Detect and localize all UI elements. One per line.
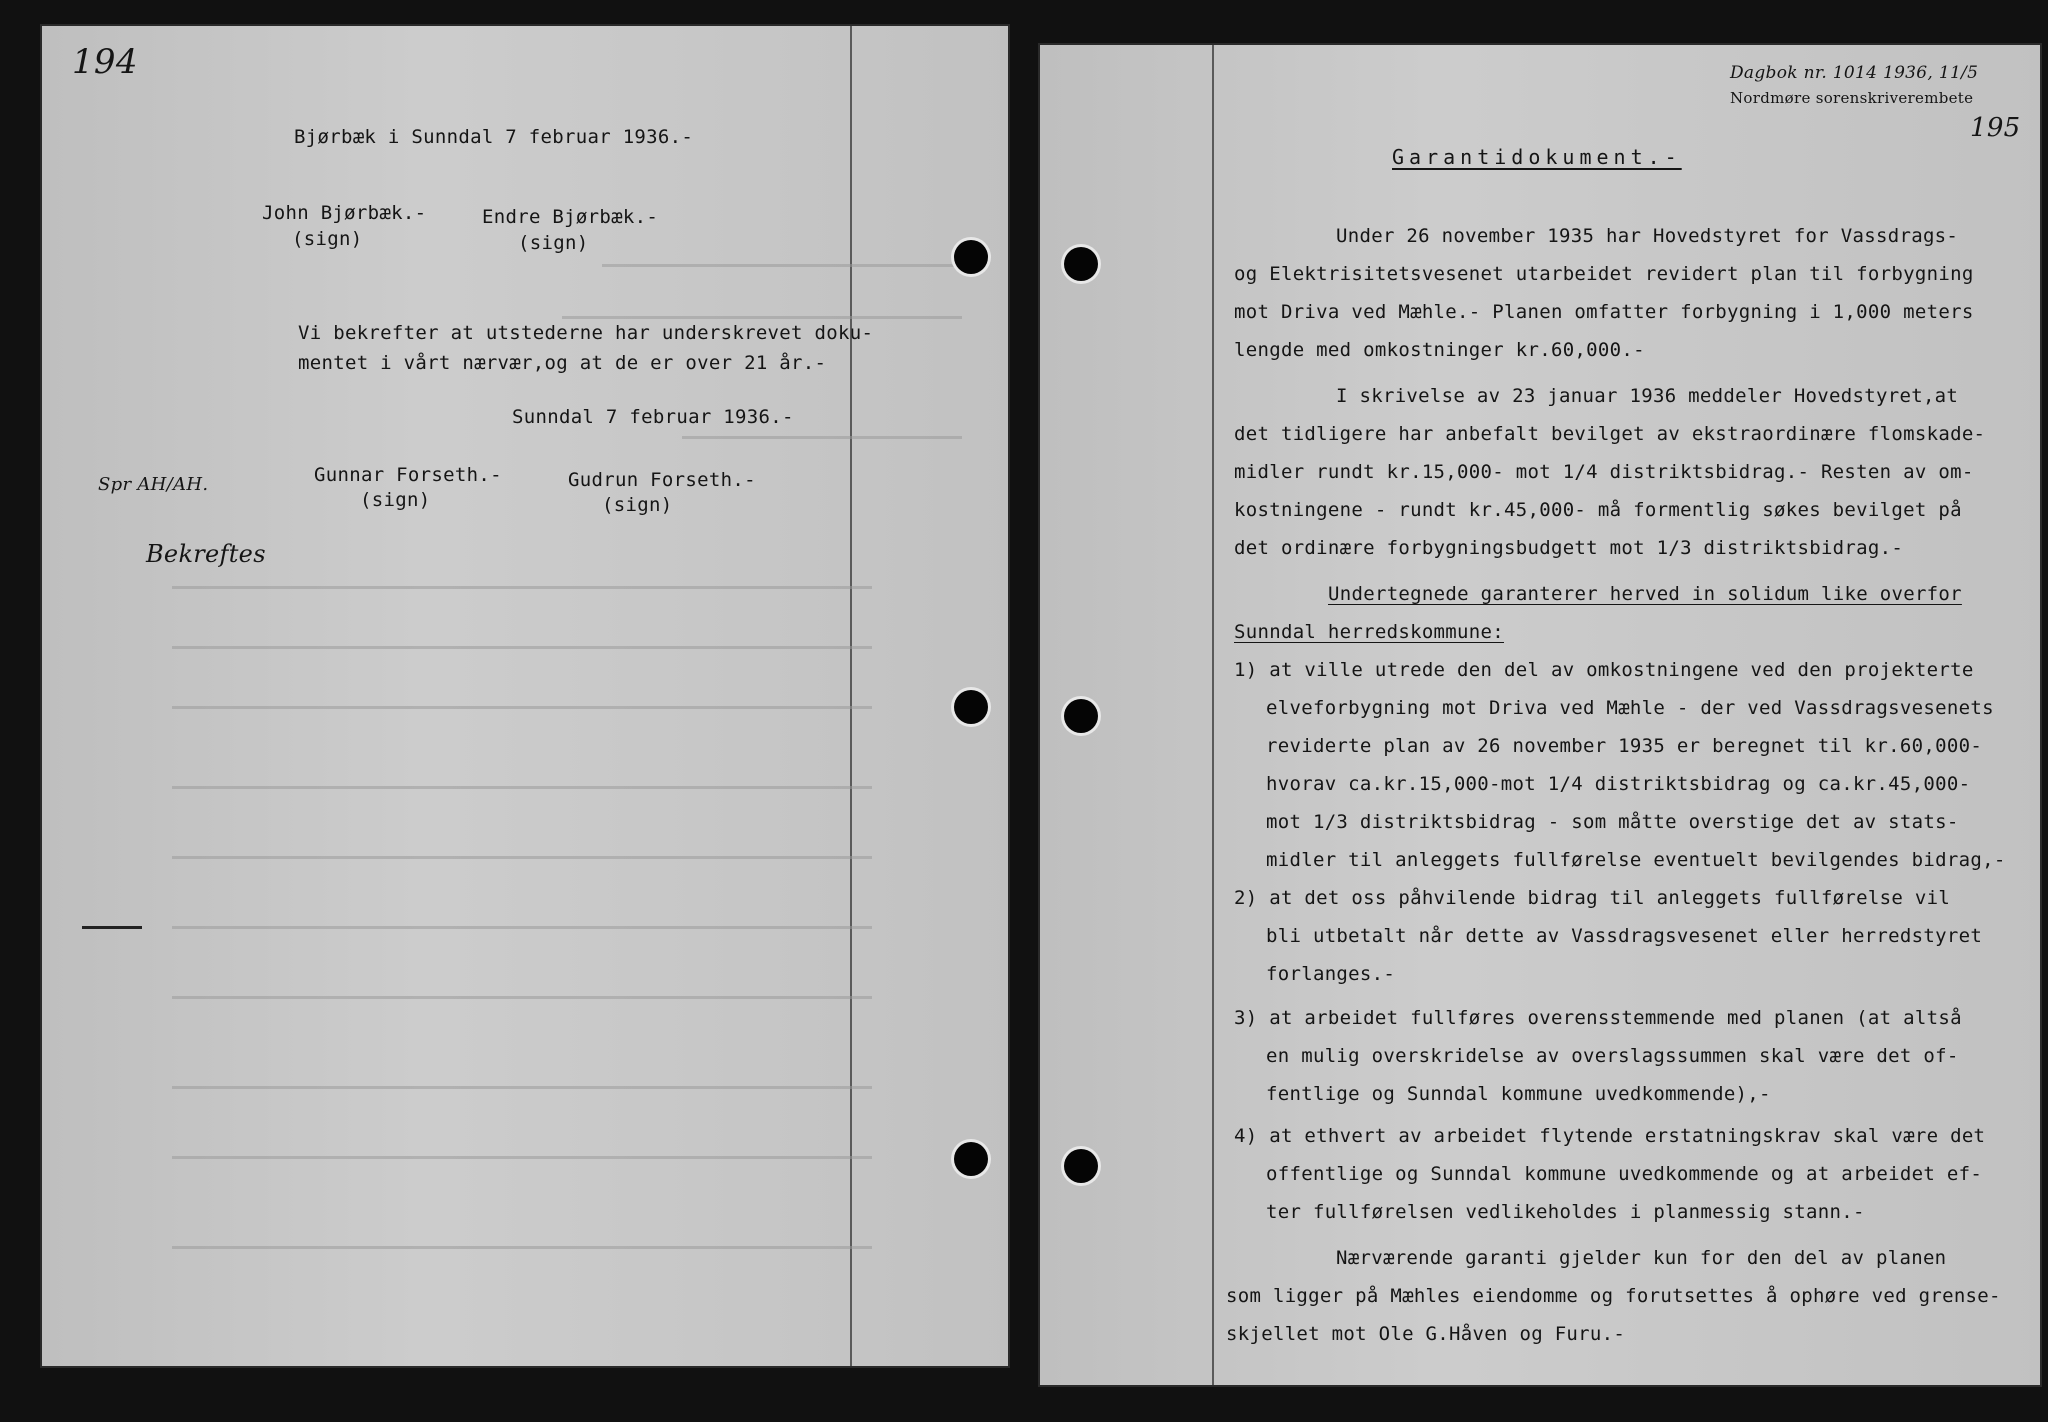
witness-name: Gudrun Forseth.-	[568, 469, 756, 491]
list-item: forlanges.-	[1266, 963, 1396, 985]
list-item: offentlige og Sunndal kommune uvedkommende og at arbeidet ef-	[1266, 1163, 1983, 1185]
list-item: hvorav ca.kr.15,000-mot 1/4 distriktsbidrag og ca.kr.45,000-	[1266, 773, 1971, 795]
witness-name: Gunnar Forseth.-	[314, 464, 502, 486]
body-line: lengde med omkostninger kr.60,000.-	[1234, 339, 1645, 361]
ink-mark	[82, 926, 142, 929]
margin-rule	[850, 26, 852, 1366]
body-line: mot Driva ved Mæhle.- Planen omfatter forbygning i 1,000 meters	[1234, 301, 1974, 323]
witness-sign: (sign)	[602, 494, 673, 516]
body-line: I skrivelse av 23 januar 1936 meddeler Hovedstyret,at	[1336, 385, 1959, 407]
list-item: elveforbygning mot Driva ved Mæhle - der ved Vassdragsvesenets	[1266, 697, 1994, 719]
punch-hole	[1064, 699, 1098, 733]
body-line: kostningene - rundt kr.45,000- må formentlig søkes bevilget på	[1234, 499, 1962, 521]
body-line: og Elektrisitetsvesenet utarbeidet revidert plan til forbygning	[1234, 263, 1974, 285]
body-line: Sunndal herredskommune:	[1234, 621, 1504, 643]
margin-rule	[1212, 45, 1214, 1385]
list-item: 3) at arbeidet fullføres overensstemmende med planen (at altså	[1234, 1007, 1962, 1029]
page-number: 194	[72, 42, 138, 82]
body-line: Under 26 november 1935 har Hovedstyret for Vassdrags-	[1336, 225, 1959, 247]
handwritten-note: Bekreftes	[146, 540, 266, 568]
body-line: som ligger på Mæhles eiendomme og forutsettes å ophøre ved grense-	[1226, 1285, 2001, 1307]
body-line: skjellet mot Ole G.Håven og Furu.-	[1226, 1323, 1626, 1345]
list-item: midler til anleggets fullførelse eventuelt bevilgendes bidrag,-	[1266, 849, 2006, 871]
signer-sign: (sign)	[292, 228, 363, 250]
list-item: fentlige og Sunndal kommune uvedkommende),-	[1266, 1083, 1771, 1105]
list-item: mot 1/3 distriktsbidrag - som måtte overstige det av stats-	[1266, 811, 1959, 833]
punch-hole	[1064, 247, 1098, 281]
list-item: ter fullførelsen vedlikeholdes i planmessig stann.-	[1266, 1201, 1865, 1223]
signer-sign: (sign)	[518, 232, 589, 254]
body-line: det ordinære forbygningsbudgett mot 1/3 distriktsbidrag.-	[1234, 537, 1904, 559]
list-item: 1) at ville utrede den del av omkostningene ved den projekterte	[1234, 659, 1974, 681]
document-title: Garantidokument.-	[1392, 145, 1682, 169]
list-item: en mulig overskridelse av overslagssummen skal være det of-	[1266, 1045, 1959, 1067]
list-item: 2) at det oss påhvilende bidrag til anleggets fullførelse vil	[1234, 887, 1951, 909]
body-line: Undertegnede garanterer herved in solidum like overfor	[1328, 583, 1962, 605]
witness-sign: (sign)	[360, 489, 431, 511]
signer-name: Endre Bjørbæk.-	[482, 206, 659, 228]
witness-date: Sunndal 7 februar 1936.-	[512, 406, 794, 428]
stamp-office: Nordmøre sorenskriverembete	[1730, 89, 1974, 107]
witness-text: Vi bekrefter at utstederne har underskrevet doku-	[298, 322, 874, 344]
place-date: Bjørbæk i Sunndal 7 februar 1936.-	[294, 126, 694, 148]
stamp-journal-number: Dagbok nr. 1014 1936, 11/5	[1730, 63, 1979, 83]
margin-note: Spr AH/AH.	[98, 474, 209, 495]
list-item: reviderte plan av 26 november 1935 er beregnet til kr.60,000-	[1266, 735, 1983, 757]
punch-hole	[1064, 1149, 1098, 1183]
list-item: 4) at ethvert av arbeidet flytende erstatningskrav skal være det	[1234, 1125, 1986, 1147]
page-number: 195	[1970, 113, 2021, 143]
body-line: Nærværende garanti gjelder kun for den del av planen	[1336, 1247, 1947, 1269]
left-page	[42, 26, 1008, 1366]
punch-hole	[954, 690, 988, 724]
right-page	[1040, 45, 2040, 1385]
punch-hole	[954, 1142, 988, 1176]
signer-name: John Bjørbæk.-	[262, 202, 427, 224]
witness-text: mentet i vårt nærvær,og at de er over 21 år.-	[298, 352, 827, 374]
list-item: bli utbetalt når dette av Vassdragsvesenet eller herredstyret	[1266, 925, 1983, 947]
punch-hole	[954, 240, 988, 274]
body-line: midler rundt kr.15,000- mot 1/4 distriktsbidrag.- Resten av om-	[1234, 461, 1974, 483]
body-line: det tidligere har anbefalt bevilget av ekstraordinære flomskade-	[1234, 423, 1986, 445]
